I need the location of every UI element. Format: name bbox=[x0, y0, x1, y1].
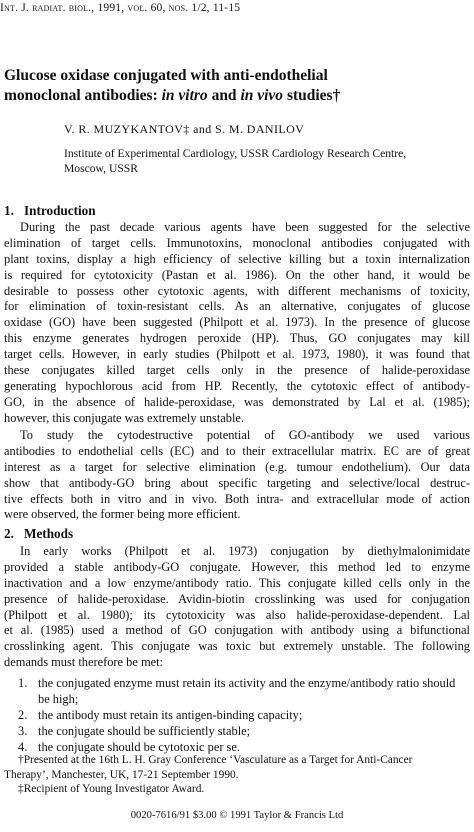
section-heading-methods bbox=[4, 526, 73, 542]
intro-paragraph-1 bbox=[4, 220, 470, 427]
affiliation bbox=[64, 146, 464, 176]
list-number: 2. bbox=[18, 707, 28, 722]
text-line: In early works (Philpott et al. 1973) conjugation by diethylmalonimidate bbox=[20, 544, 470, 558]
text-line: elimination of target cells. Immunotoxins, monoclonal antibodies conjugated with bbox=[4, 235, 470, 250]
text-line: inactivation and a low enzyme/antibody ratio. This conjugate killed cells only in the bbox=[4, 575, 470, 590]
text-line: tive effects both in vitro and in vivo. Both intra- and extracellular mode of action bbox=[4, 491, 470, 506]
article-title bbox=[4, 66, 470, 106]
list-number: 1. bbox=[18, 676, 28, 690]
affiliation-line-2: Moscow, USSR bbox=[64, 162, 138, 175]
text-line: generating hypochlorous acid from HP. Recently, the cytotoxic effect of antibody- bbox=[4, 378, 470, 393]
text-line: demands must therefore be met: bbox=[4, 655, 163, 670]
running-head: Int. J. radiat. biol., 1991, vol. 60, nos. 1/2, 11-15 bbox=[0, 2, 241, 14]
authors: V. R. MUZYKANTOV‡ and S. M. DANILOV bbox=[64, 122, 305, 136]
text-line: show that antibody-GO bring about specific targeting and selective/local destruc- bbox=[4, 475, 470, 490]
list-text: the antibody must retain its antigen-binding capacity; bbox=[38, 707, 303, 722]
text-line: To study the cytodestructive potential of GO-antibody we used various bbox=[20, 428, 470, 442]
text-line: interest as a target for selective elimination (e.g. tumour endothelium). Our data bbox=[4, 459, 470, 474]
intro-paragraph-2 bbox=[4, 428, 470, 523]
footnote-1-line-1: †Presented at the 16th L. H. Gray Conference ‘Vasculature as a Target for Anti-Cancer bbox=[18, 754, 413, 766]
text-line: plant toxins, display a high efficiency of selective killing but a toxin internalization bbox=[4, 251, 470, 266]
text-line: GO, in the absence of halide-peroxidase, was demonstrated by Lal et al. (1985); bbox=[4, 394, 470, 409]
section-number: 1. bbox=[4, 203, 14, 218]
title-italic-in-vitro: in vitro bbox=[161, 87, 208, 104]
methods-paragraph-1 bbox=[4, 544, 470, 671]
text-line: these conjugates killed target cells only in the presence of halide-peroxidase bbox=[4, 363, 470, 378]
text-line: for elimination of toxin-resistant cells. As an alternative, conjugates of glucose bbox=[4, 299, 470, 314]
text-line: is required for cytotoxicity (Pastan et al. 1986). On the other hand, it would be bbox=[4, 267, 470, 282]
list-text: the conjugated enzyme must retain its activity and the enzyme/antibody ratio should be high; bbox=[38, 676, 456, 706]
title-line-1: Glucose oxidase conjugated with anti-endothelial bbox=[4, 67, 328, 84]
section-title: Introduction bbox=[24, 203, 96, 218]
text-line: (Philpott et al. 1980); its cytotoxicity was also halide-peroxidase-dependent. Lal bbox=[4, 607, 470, 622]
text-line: this enzyme generates hydrogen peroxide (HP). Thus, GO conjugates may kill bbox=[4, 331, 470, 346]
list-text: the conjugate should be sufficiently stable; bbox=[38, 723, 251, 738]
requirements-list bbox=[18, 676, 470, 756]
title-line-2 bbox=[4, 86, 470, 106]
text-line: target cells. However, in early studies (Philpott et al. 1973, 1980), it was found that bbox=[4, 347, 470, 362]
text-line: antibodies to endothelial cells (EC) and to their extracellular matrix. EC are of great bbox=[4, 443, 470, 458]
title-part: monoclonal antibodies: bbox=[4, 87, 162, 104]
title-italic-in-vivo: in vivo bbox=[240, 87, 284, 104]
list-item bbox=[18, 676, 470, 708]
section-heading-introduction bbox=[4, 203, 96, 219]
list-item bbox=[18, 708, 470, 724]
footnote-2: ‡Recipient of Young Investigator Award. bbox=[18, 783, 205, 795]
section-title: Methods bbox=[24, 526, 74, 541]
title-part: studies† bbox=[283, 87, 341, 104]
text-line: et al. (1985) used a method of GO conjugation with antibody using a bifunctional bbox=[4, 623, 470, 638]
list-number: 4. bbox=[18, 739, 28, 754]
text-line: oxidase (GO) have been suggested (Philpott et al. 1973). In the presence of glucose bbox=[4, 315, 470, 330]
title-part: and bbox=[207, 87, 241, 104]
text-line: provided a stable antibody-GO conjugate. However, this method led to enzyme bbox=[4, 559, 470, 574]
text-line: crosslinking agent. This conjugate was toxic but extremely unstable. The following bbox=[4, 639, 470, 654]
footnote-1-line-2: Therapy’, Manchester, UK, 17-21 September 1990. bbox=[4, 768, 239, 781]
list-number: 3. bbox=[18, 723, 28, 738]
text-line: During the past decade various agents have been suggested for the selective bbox=[20, 220, 470, 234]
list-text: the conjugate should be cytotoxic per se. bbox=[38, 739, 240, 754]
footnotes bbox=[4, 753, 470, 797]
list-item bbox=[18, 724, 470, 740]
text-line: were observed, the former being more efficient. bbox=[4, 507, 241, 522]
copyright-line: 0020-7616/91 $3.00 © 1991 Taylor & Francis Ltd bbox=[130, 810, 344, 821]
text-line: however, this conjugate was extremely unstable. bbox=[4, 410, 245, 425]
text-line: presence of halide-peroxidase. Avidin-biotin crosslinking was used for conjugation bbox=[4, 591, 470, 606]
affiliation-line-1: Institute of Experimental Cardiology, USSR Cardiology Research Centre, bbox=[64, 147, 407, 160]
section-number: 2. bbox=[4, 526, 14, 541]
text-line: desirable to possess other cytotoxic agents, with different mechanisms of toxicity, bbox=[4, 283, 470, 298]
